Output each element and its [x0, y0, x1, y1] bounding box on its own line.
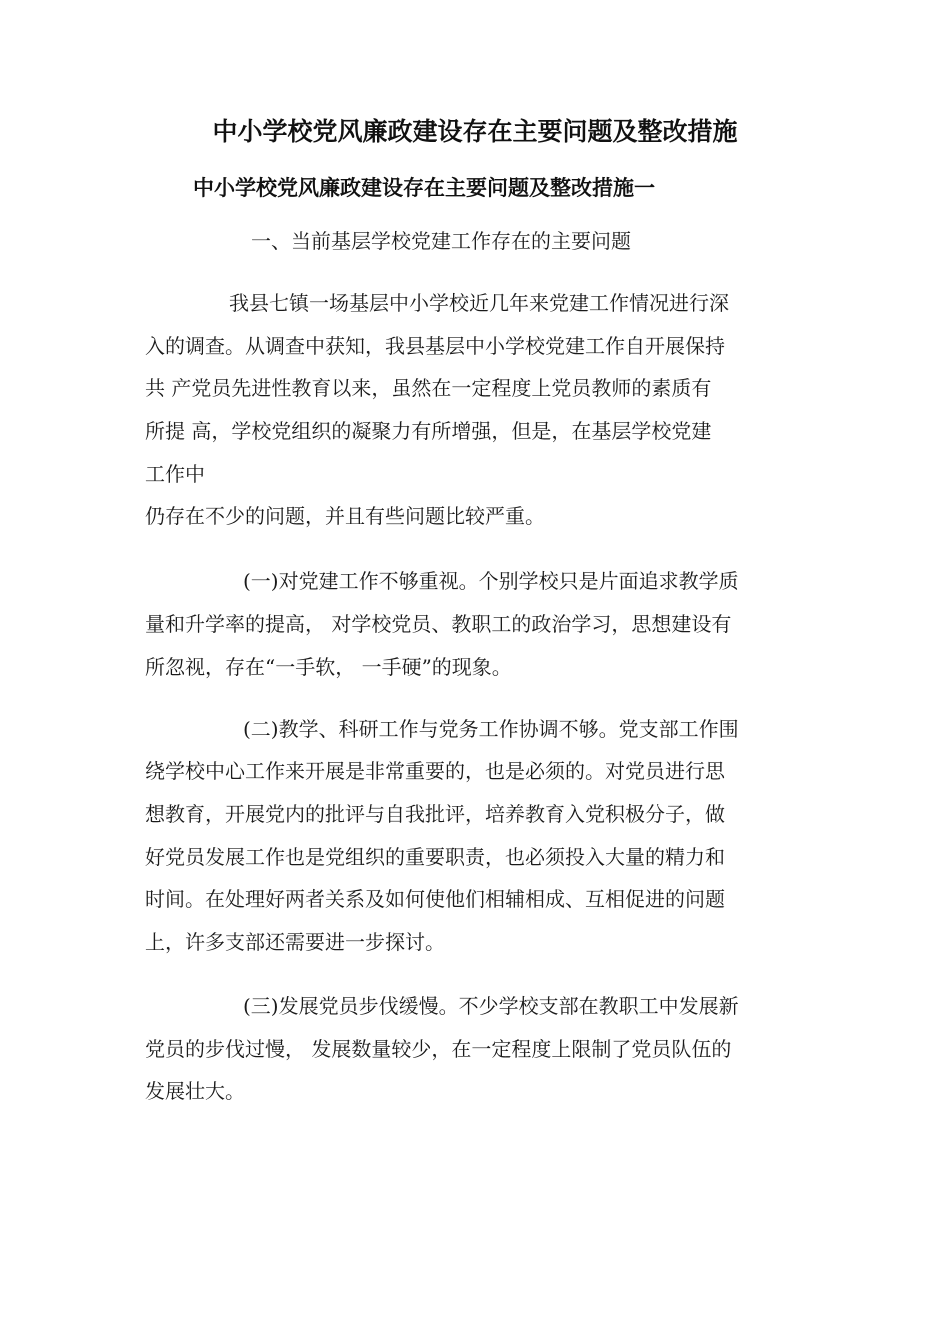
document-title: 中小学校党风廉政建设存在主要问题及整改措施: [212, 117, 738, 146]
item2-line: 好党员发展工作也是党组织的重要职责，也必须投入大量的精力和: [145, 845, 725, 869]
item2-line: 绕学校中心工作来开展是非常重要的，也是必须的。对党员进行思: [145, 759, 725, 783]
item3-line: (三)发展党员步伐缓慢。不少学校支部在教职工中发展新: [243, 994, 739, 1018]
intro-line: 工作中: [145, 462, 205, 486]
item3-line: 党员的步伐过慢， 发展数量较少，在一定程度上限制了党员队伍的: [145, 1037, 732, 1061]
intro-line: 入的调查。从调查中获知，我县基层中小学校党建工作自开展保持: [145, 334, 725, 358]
document-subtitle: 中小学校党风廉政建设存在主要问题及整改措施一: [193, 175, 655, 200]
item2-line: 想教育，开展党内的批评与自我批评，培养教育入党积极分子，做: [145, 802, 725, 826]
intro-line: 共 产党员先进性教育以来，虽然在一定程度上党员教师的素质有: [145, 376, 712, 400]
item1-line: 所忽视，存在“一手软， 一手硬”的现象。: [145, 655, 512, 679]
item2-line: 时间。在处理好两者关系及如何使他们相辅相成、互相促进的问题: [145, 887, 725, 911]
section-heading: 一、当前基层学校党建工作存在的主要问题: [251, 229, 631, 253]
item3-line: 发展壮大。: [145, 1079, 245, 1103]
intro-line: 所提 高，学校党组织的凝聚力有所增强，但是，在基层学校党建: [145, 419, 712, 443]
item2-line: (二)教学、科研工作与党务工作协调不够。党支部工作围: [243, 717, 739, 741]
item1-line: (一)对党建工作不够重视。个别学校只是片面追求教学质: [243, 569, 739, 593]
item2-line: 上，许多支部还需要进一步探讨。: [145, 930, 445, 954]
item1-line: 量和升学率的提高， 对学校党员、教职工的政治学习，思想建设有: [145, 612, 732, 636]
intro-line: 仍存在不少的问题，并且有些问题比较严重。: [145, 504, 545, 528]
intro-line: 我县七镇一场基层中小学校近几年来党建工作情况进行深: [229, 291, 729, 315]
